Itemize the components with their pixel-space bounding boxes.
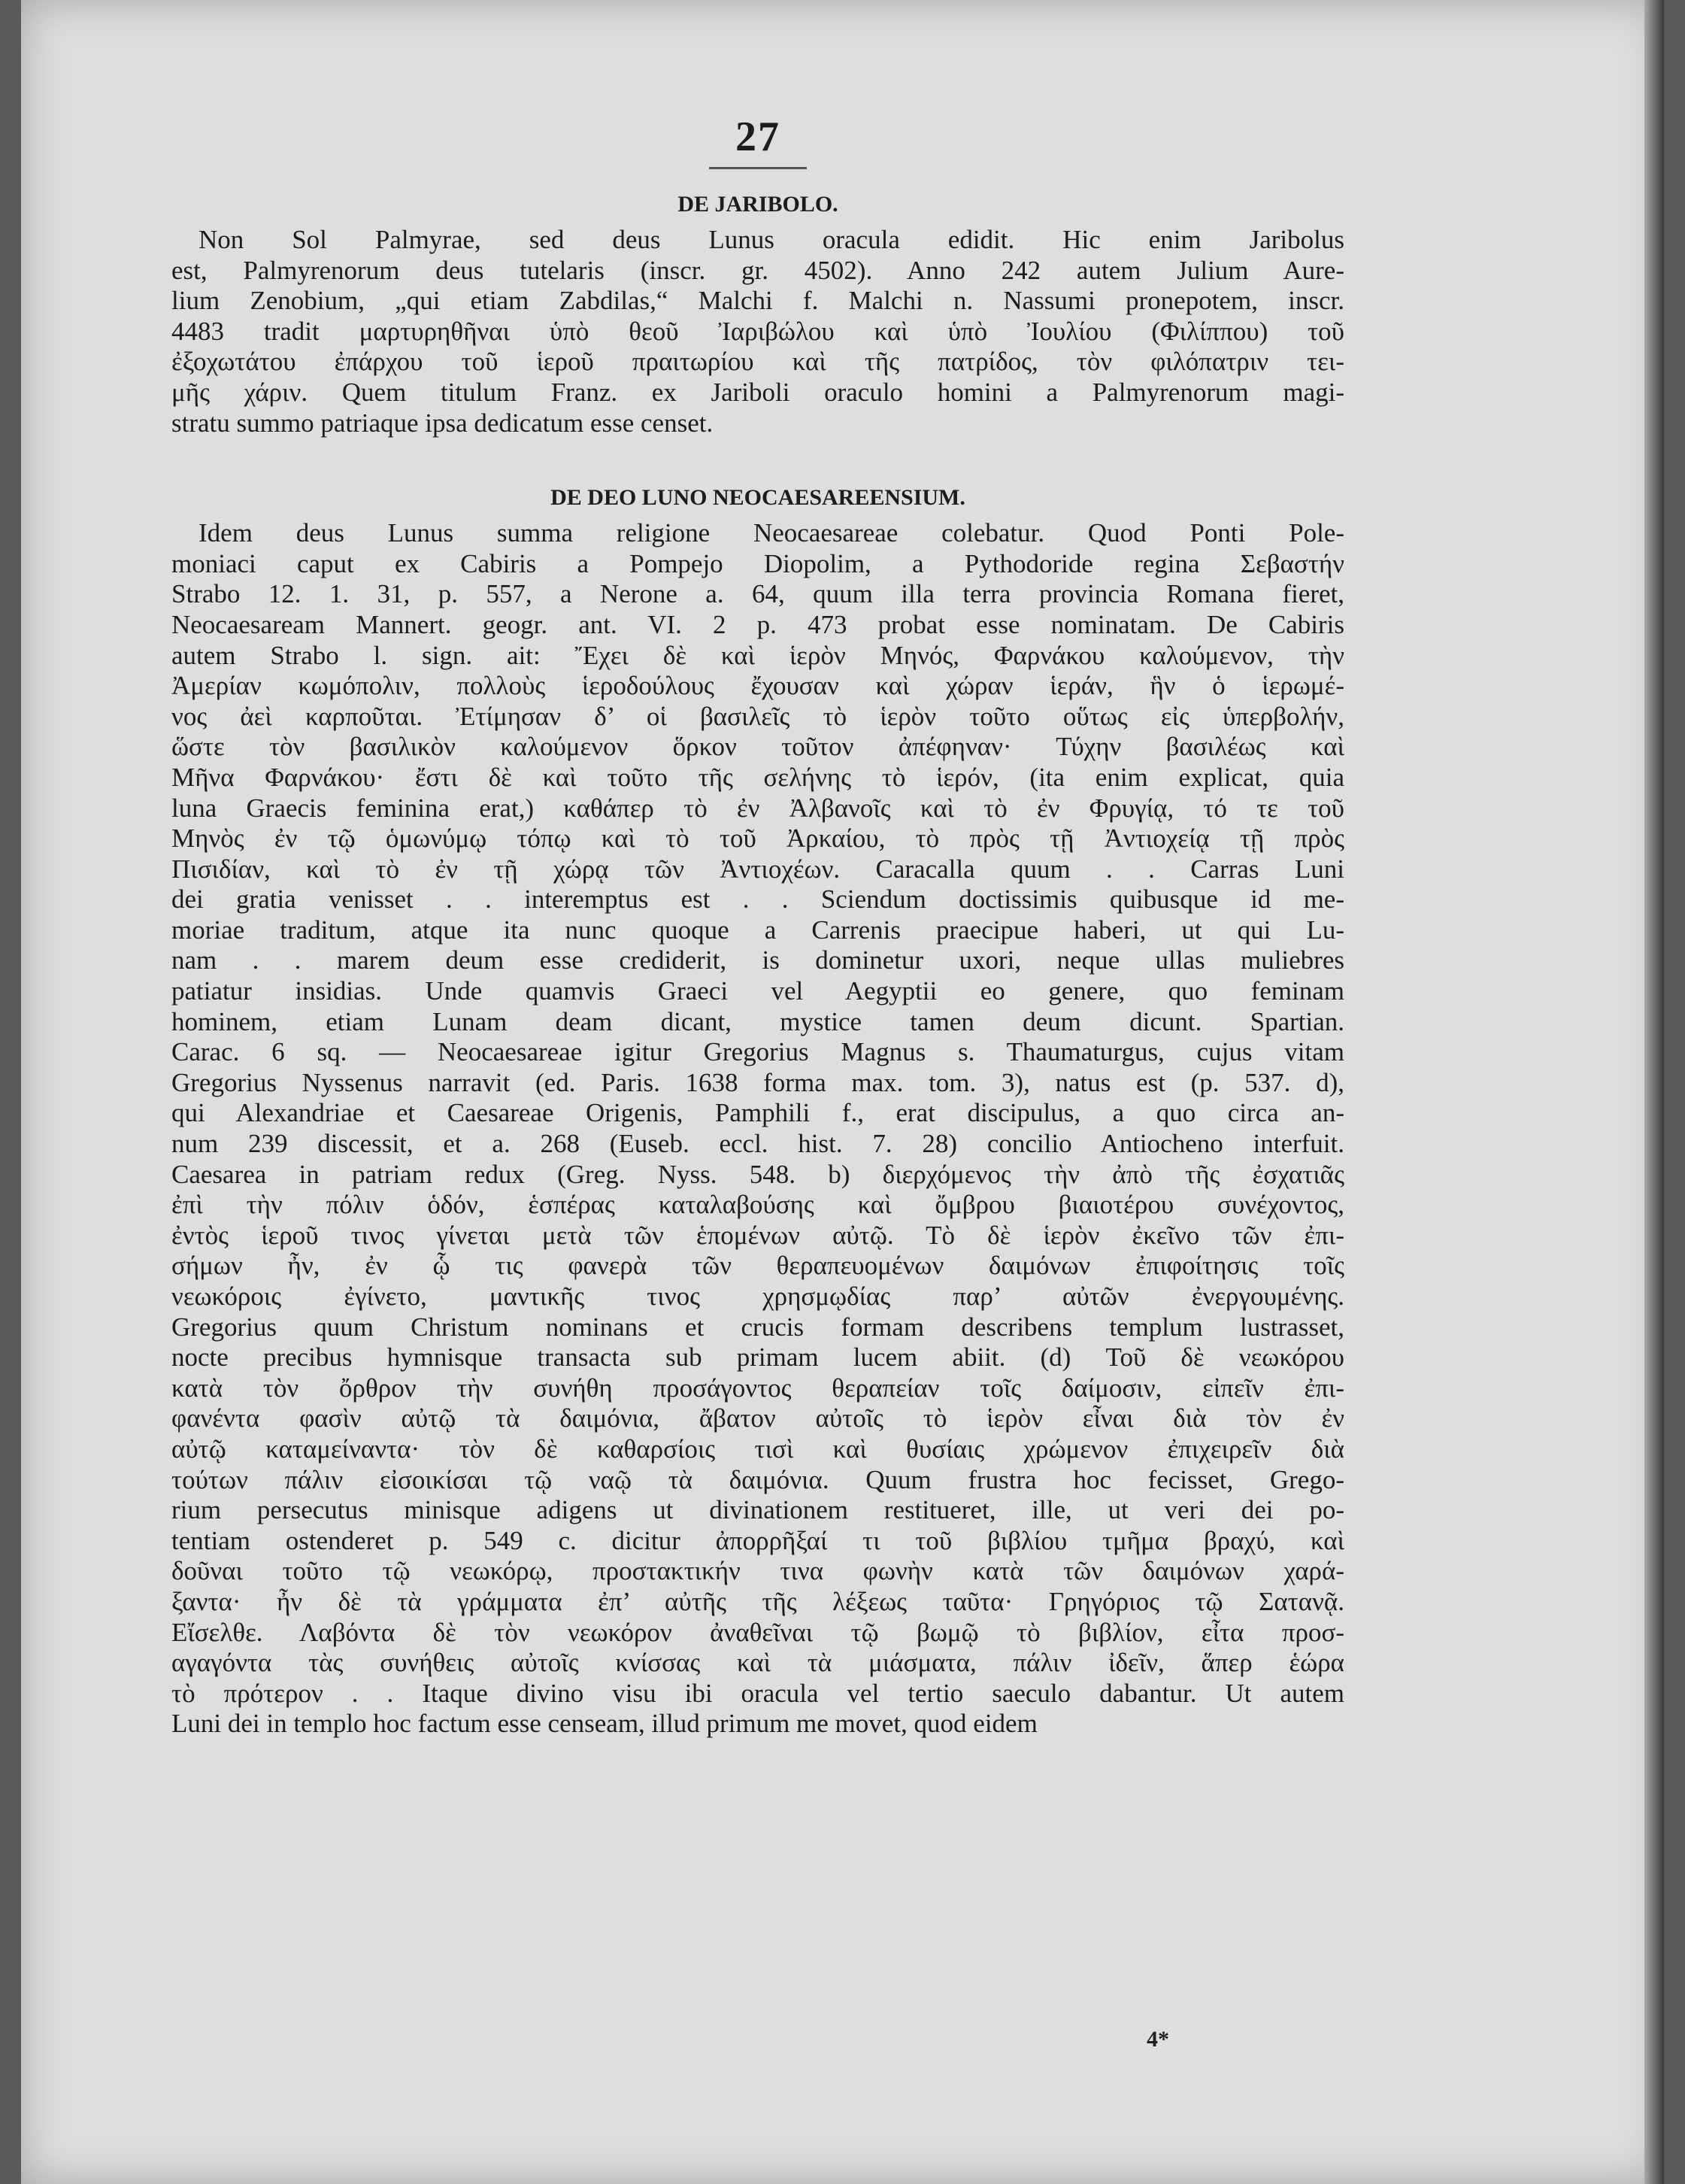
text-line: Μηνὸς ἐν τῷ ὁμωνύμῳ τόπῳ καὶ τὸ τοῦ Ἀρκαίου, τὸ πρὸς τῇ Ἀντιοχείᾳ τῇ πρὸς — [171, 824, 1344, 854]
text-line: Μῆνα Φαρνάκου· ἔστι δὲ καὶ τοῦτο τῆς σελήνης τὸ ἱερόν, (ita enim explicat, quia — [171, 762, 1344, 792]
text-line: 4483 tradit μαρτυρηθῆναι ὑπὸ θεοῦ Ἰαριβώλου καὶ ὑπὸ Ἰουλίου (Φιλίππου) τοῦ — [171, 316, 1344, 346]
text-line: Ἀμερίαν κωμόπολιν, πολλοὺς ἱεροδούλους ἔχουσαν καὶ χώραν ἱεράν, ἣν ὁ ἱερωμέ- — [171, 671, 1344, 701]
text-line: luna Graecis feminina erat,) καθάπερ τὸ ἐν Ἀλβανοῖς καὶ τὸ ἐν Φρυγίᾳ, τό τε τοῦ — [171, 793, 1344, 823]
text-line: nocte precibus hymnisque transacta sub primam lucem abiit. (d) Τοῦ δὲ νεωκόρου — [171, 1342, 1344, 1373]
text-line: Gregorius Nyssenus narravit (ed. Paris. 1638 forma max. tom. 3), natus est (p. 537. d), — [171, 1067, 1344, 1097]
text-line: est, Palmyrenorum deus tutelaris (inscr. gr. 4502). Anno 242 autem Julium Aure- — [171, 255, 1344, 285]
text-line: ἐπὶ τὴν πόλιν ὁδόν, ἑσπέρας καταλαβούσης καὶ ὄμβρου βιαιοτέρου συνέχοντος, — [171, 1190, 1344, 1220]
text-line: stratu summo patriaque ipsa dedicatum esse censet. — [171, 408, 714, 438]
text-line: ξαντα· ἦν δὲ τὰ γράμματα ἐπ’ αὐτῆς τῆς λέξεως ταῦτα· Γρηγόριος τῷ Σατανᾷ. — [171, 1586, 1344, 1616]
text-line: lium Zenobium, „qui etiam Zabdilas,“ Malchi f. Malchi n. Nassumi pronepotem, inscr. — [171, 286, 1344, 316]
text-line: Luni dei in templo hoc factum esse censeam, illud primum me movet, quod eidem — [171, 1709, 1038, 1739]
text-line: κατὰ τὸν ὄρθρον τὴν συνήθη προσάγοντος θεραπείαν τοῖς δαίμοσιν, εἰπεῖν ἐπι- — [171, 1373, 1344, 1403]
text-line: τούτων πάλιν εἰσοικίσαι τῷ ναῷ τὰ δαιμόνια. Quum frustra hoc fecisset, Grego- — [171, 1464, 1344, 1494]
text-line: ἐξοχωτάτου ἐπάρχου τοῦ ἱεροῦ πραιτωρίου καὶ τῆς πατρίδος, τὸν φιλόπατριν τει- — [171, 347, 1344, 377]
text-line: νεωκόροις ἐγίνετο, μαντικῆς τινος χρησμῳδίας παρ’ αὐτῶν ἐνεργουμένης. — [171, 1282, 1344, 1311]
text-line: φανέντα φασὶν αὐτῷ τὰ δαιμόνια, ἄβατον αὐτοῖς τὸ ἱερὸν εἶναι διὰ τὸν ἐν — [171, 1403, 1344, 1433]
page-edge-shadow — [1644, 0, 1664, 2184]
page-sheet — [21, 0, 1664, 2184]
text-line: Idem deus Lunus summa religione Neocaesareae colebatur. Quod Ponti Pole- — [199, 518, 1344, 548]
text-line: αὐτῷ καταμείναντα· τὸν δὲ καθαρσίοις τισὶ καὶ θυσίαις χρώμενον ἐπιχειρεῖν διὰ — [171, 1433, 1344, 1464]
text-line: patiatur insidias. Unde quamvis Graeci vel Aegyptii eo genere, quo feminam — [171, 976, 1344, 1006]
text-line: Caesarea in patriam redux (Greg. Nyss. 548. b) διερχόμενος τὴν ἀπὸ τῆς ἐσχατιᾶς — [171, 1159, 1344, 1189]
text-line: rium persecutus minisque adigens ut divinationem restitueret, ille, ut veri dei po- — [171, 1495, 1344, 1525]
text-line: δοῦναι τοῦτο τῷ νεωκόρῳ, προστακτικήν τινα φωνὴν κατὰ τῶν δαιμόνων χαρά- — [171, 1556, 1344, 1586]
text-line: num 239 discessit, et a. 268 (Euseb. eccl. hist. 7. 28) concilio Antiocheno interfuit. — [171, 1129, 1344, 1159]
text-line: νος ἀεὶ καρποῦται. Ἐτίμησαν δ’ οἱ βασιλεῖς τὸ ἱερὸν τοῦτο οὕτως εἰς ὑπερβολήν, — [171, 701, 1344, 731]
text-line: qui Alexandriae et Caesareae Origenis, Pamphili f., erat discipulus, a quo circa an- — [171, 1098, 1344, 1128]
text-line: Strabo 12. 1. 31, p. 557, a Nerone a. 64, quum illa terra provincia Romana fieret, — [171, 579, 1344, 609]
section-heading-jaribolo: DE JARIBOLO. — [677, 192, 838, 217]
page-number: 27 — [735, 114, 780, 160]
text-line: moriae traditum, atque ita nunc quoque a Carrenis praecipue haberi, ut qui Lu- — [171, 915, 1344, 945]
text-line: autem Strabo l. sign. ait: Ἔχει δὲ καὶ ἱερὸν Μηνός, Φαρνάκου καλούμενον, τὴν — [171, 640, 1344, 670]
text-line: ἐντὸς ἱεροῦ τινος γίνεται μετὰ τῶν ἑπομένων αὐτῷ. Τὸ δὲ ἱερὸν ἐκεῖνο τῶν ἐπι- — [171, 1220, 1344, 1250]
text-line: Εἴσελθε. Λαβόντα δὲ τὸν νεωκόρον ἀναθεῖναι τῷ βωμῷ τὸ βιβλίον, εἶτα προσ- — [171, 1617, 1344, 1647]
text-line: αγαγόντα τὰς συνήθεις αὐτοῖς κνίσσας καὶ τὰ μιάσματα, πάλιν ἰδεῖν, ἅπερ ἑώρα — [171, 1648, 1344, 1678]
text-line: tentiam ostenderet p. 549 c. dicitur ἀπορρῆξαί τι τοῦ βιβλίου τμῆμα βραχύ, καὶ — [171, 1525, 1344, 1555]
text-line: hominem, etiam Lunam deam dicant, mystice tamen deum dicunt. Spartian. — [171, 1006, 1344, 1036]
text-line: ὥστε τὸν βασιλικὸν καλούμενον ὅρκον τοῦτον ἀπέφηναν· Τύχην βασιλέως καὶ — [171, 732, 1344, 762]
text-line: Carac. 6 sq. — Neocaesareae igitur Gregorius Magnus s. Thaumaturgus, cujus vitam — [171, 1037, 1344, 1067]
text-line: Neocaesaream Mannert. geogr. ant. VI. 2 p. 473 probat esse nominatam. De Cabiris — [171, 609, 1344, 639]
text-line: nam . . marem deum esse crediderit, is dominetur uxori, neque ullas muliebres — [171, 945, 1344, 975]
text-line: Πισιδίαν, καὶ τὸ ἐν τῇ χώρᾳ τῶν Ἀντιοχέων. Caracalla quum . . Carras Luni — [171, 854, 1344, 884]
text-line: τὸ πρότερον . . Itaque divino visu ibi oracula vel tertio saeculo dabantur. Ut autem — [171, 1678, 1344, 1708]
signature-mark: 4* — [1147, 2027, 1169, 2052]
text-block — [171, 113, 1344, 1740]
text-line: σήμων ἦν, ἐν ᾧ τις φανερὰ τῶν θεραπευομένων δαιμόνων ἐπιφοίτησις τοῖς — [171, 1251, 1344, 1281]
text-line: Gregorius quum Christum nominans et crucis formam describens templum lustrasset, — [171, 1312, 1344, 1342]
section-heading-deo-luno: DE DEO LUNO NEOCAESAREENSIUM. — [550, 485, 965, 511]
paragraph-jaribolo — [171, 225, 1344, 438]
header-rule — [709, 167, 807, 169]
text-line: Non Sol Palmyrae, sed deus Lunus oracula edidit. Hic enim Jaribolus — [199, 225, 1344, 254]
text-line: μῆς χάριν. Quem titulum Franz. ex Jariboli oraculo homini a Palmyrenorum magi- — [171, 377, 1344, 407]
text-line: dei gratia venisset . . interemptus est . . Sciendum doctissimis quibusque id me- — [171, 884, 1344, 915]
text-line: moniaci caput ex Cabiris a Pompejo Diopolim, a Pythodoride regina Σεβαστήν — [171, 548, 1344, 578]
paragraph-deo-luno — [171, 518, 1344, 1740]
